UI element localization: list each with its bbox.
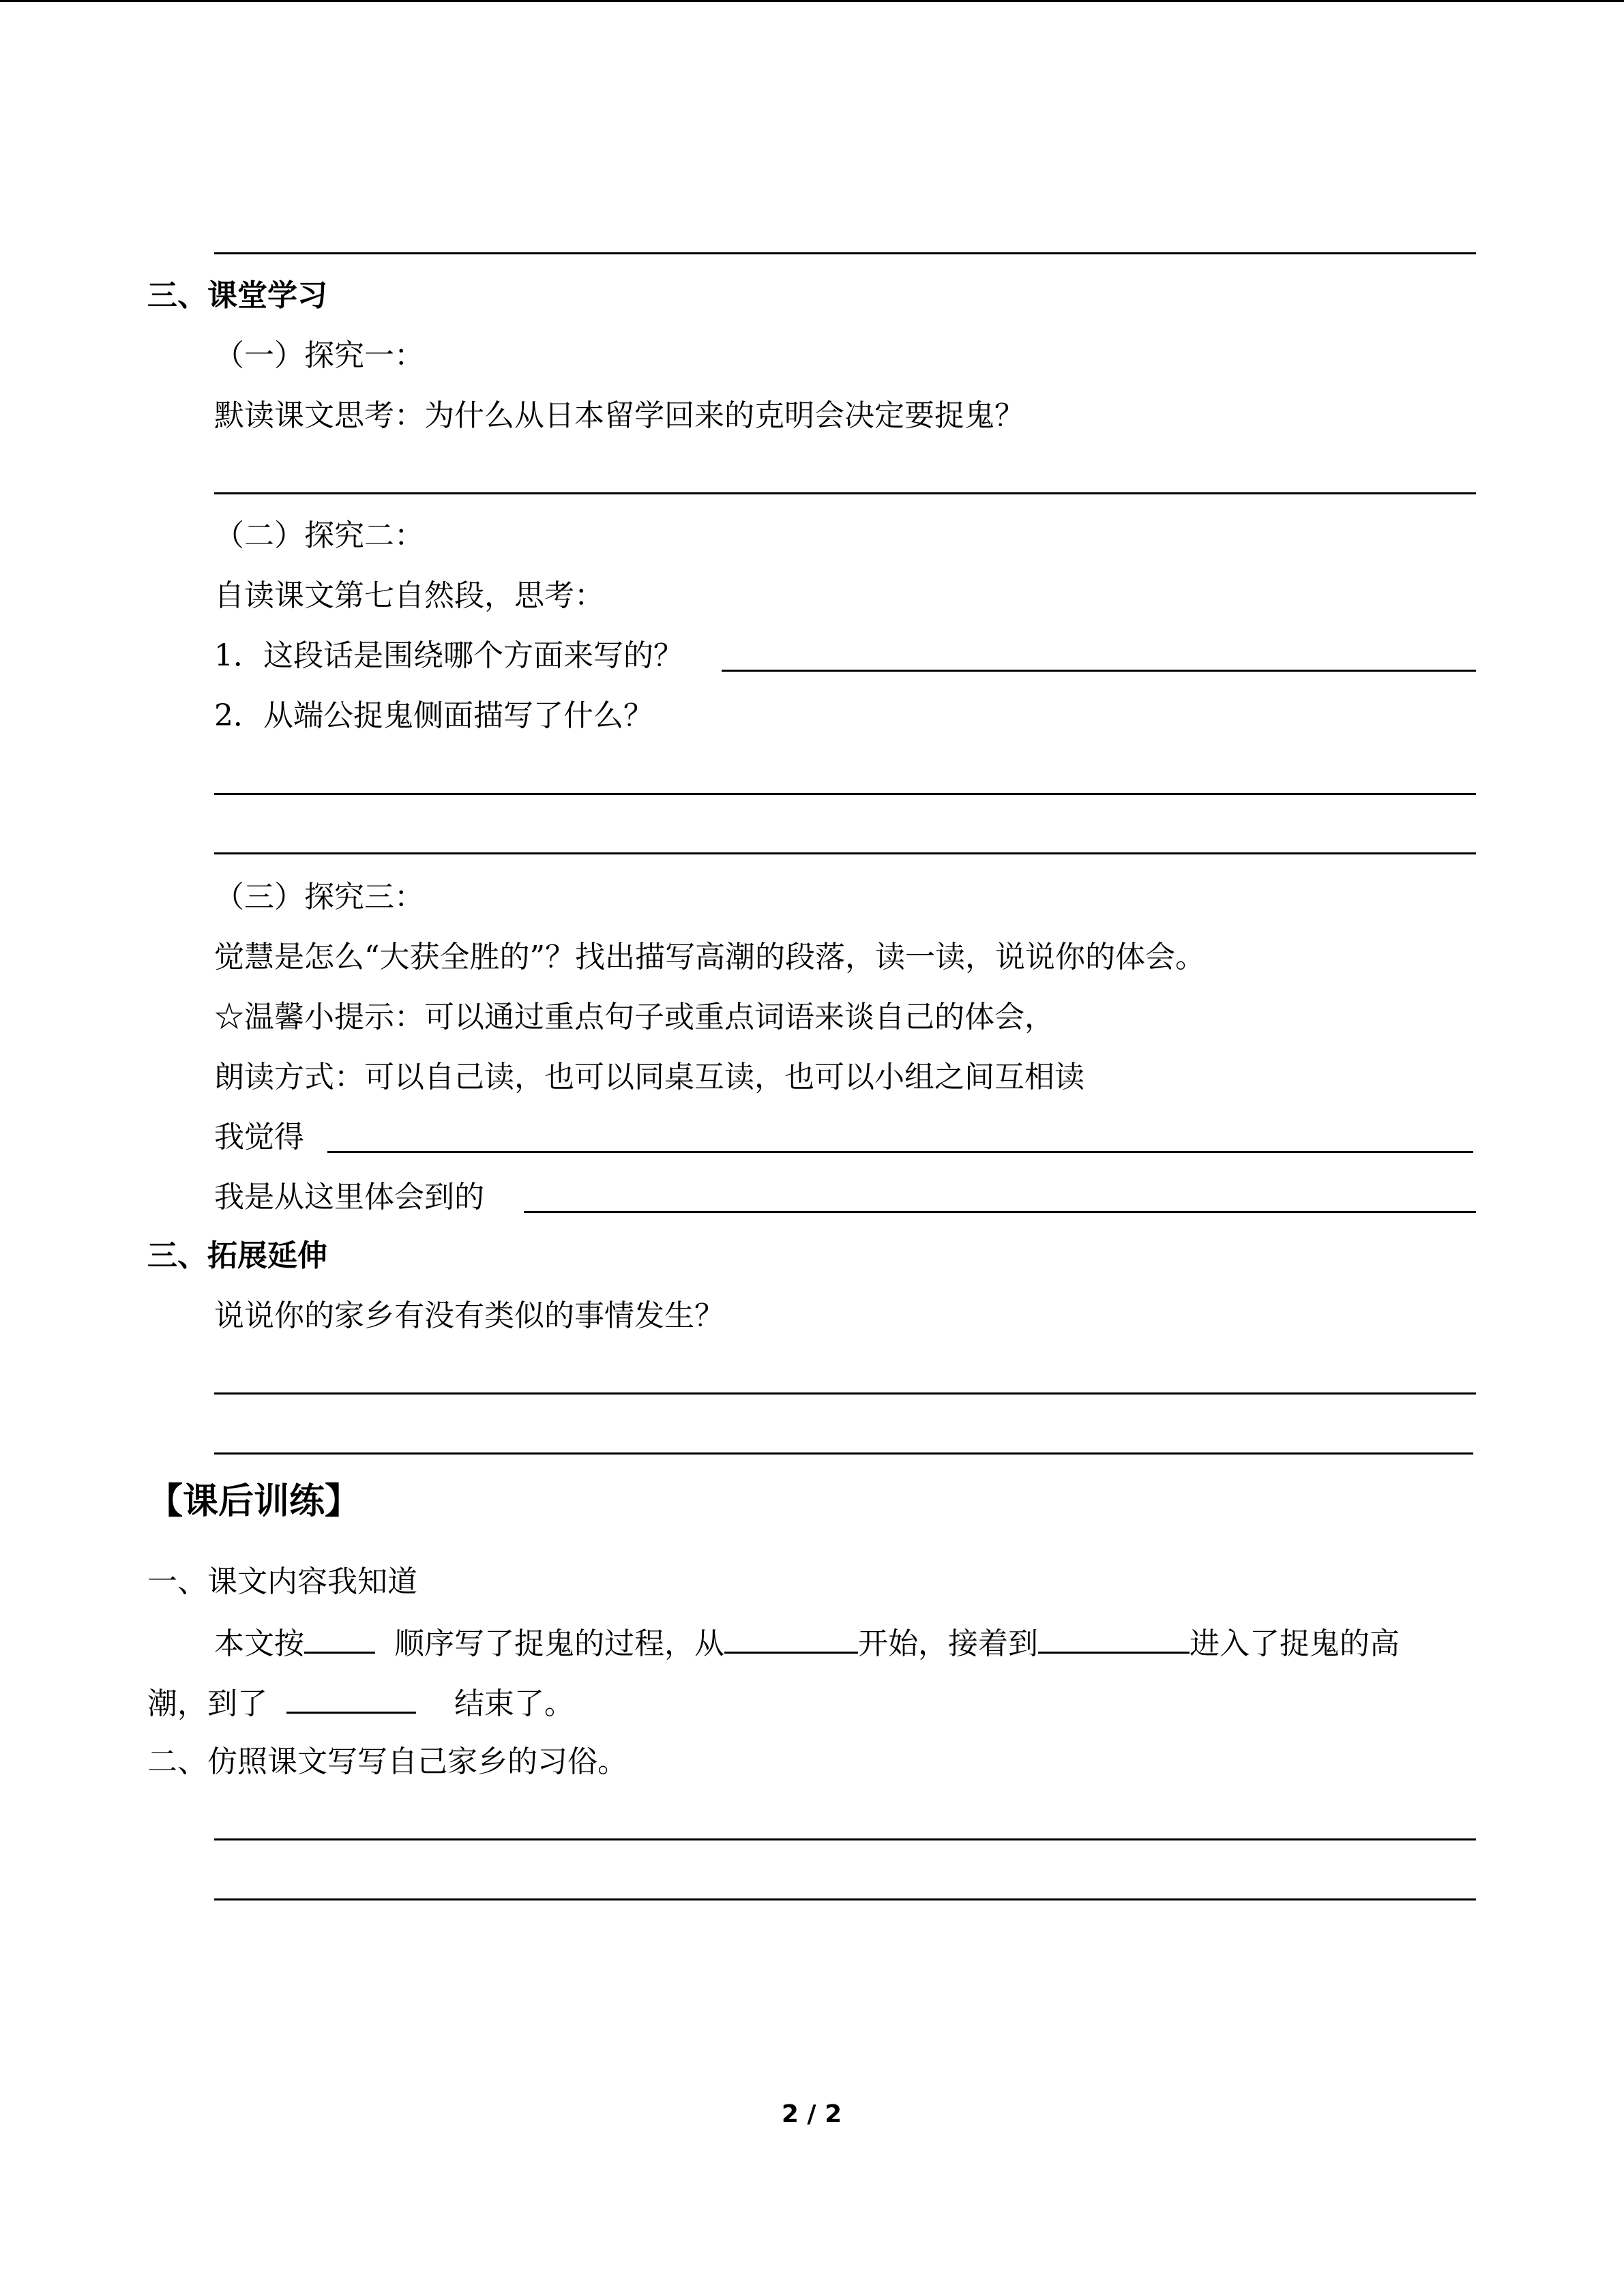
explore3-i-feel: 我觉得 — [214, 1120, 304, 1154]
answer-line — [214, 1452, 1473, 1455]
answer-line — [214, 492, 1476, 494]
fill-blank[interactable] — [304, 1622, 375, 1654]
sentence-segment: 潮，到了 — [147, 1686, 267, 1721]
answer-line — [722, 670, 1476, 672]
explore2-instruction: 自读课文第七自然段，思考： — [214, 578, 604, 613]
explore3-reading-method: 朗读方式：可以自己读，也可以同桌互读，也可以小组之间互相读 — [214, 1060, 1084, 1094]
after-class-title: 【课后训练】 — [147, 1480, 361, 1522]
explore1-label: （一）探究一： — [214, 338, 424, 373]
after-class-q1-heading: 一、课文内容我知道 — [147, 1564, 417, 1599]
answer-line — [214, 793, 1476, 795]
fill-blank[interactable] — [724, 1622, 858, 1654]
sentence-segment: 开始，接着到 — [857, 1626, 1038, 1661]
page-number: 2 / 2 — [781, 2100, 842, 2128]
explore2-question-1: 1．这段话是围绕哪个方面来写的？ — [214, 638, 683, 673]
sentence-segment: 本文按 — [214, 1626, 304, 1661]
page-top-border — [0, 0, 1624, 2]
explore3-tip: ☆温馨小提示：可以通过重点句子或重点词语来谈自己的体会， — [214, 1000, 1054, 1034]
sentence-segment: 进入了捉鬼的高 — [1189, 1626, 1400, 1661]
answer-line — [214, 1392, 1476, 1395]
fill-blank[interactable] — [1038, 1622, 1190, 1654]
answer-line — [214, 1898, 1476, 1900]
answer-line — [214, 252, 1476, 254]
explore1-question: 默读课文思考：为什么从日本留学回来的克明会决定要捉鬼？ — [214, 398, 1024, 433]
section-heading-extend: 三、拓展延伸 — [147, 1238, 327, 1273]
fill-blank-sentence-line1 — [214, 1622, 1400, 1665]
explore3-label: （三）探究三： — [214, 880, 424, 914]
fill-blank-sentence-line2 — [147, 1682, 574, 1725]
section-heading-classroom: 三、课堂学习 — [147, 278, 327, 313]
explore3-question: 觉慧是怎么“大获全胜的”？找出描写高潮的段落，读一读，说说你的体会。 — [214, 940, 1205, 974]
extend-question: 说说你的家乡有没有类似的事情发生？ — [214, 1298, 724, 1333]
answer-line — [214, 852, 1476, 854]
after-class-q2-heading: 二、仿照课文写写自己家乡的习俗。 — [147, 1744, 628, 1779]
sentence-segment: 顺序写了捉鬼的过程，从 — [394, 1626, 724, 1661]
explore2-label: （二）探究二： — [214, 518, 424, 553]
sentence-segment: 结束了。 — [454, 1686, 574, 1721]
fill-blank[interactable] — [286, 1682, 416, 1714]
answer-line — [524, 1211, 1476, 1213]
explore2-question-2: 2．从端公捉鬼侧面描写了什么？ — [214, 698, 653, 733]
answer-line — [327, 1151, 1473, 1153]
explore3-i-learned-from: 我是从这里体会到的 — [214, 1180, 484, 1214]
answer-line — [214, 1838, 1476, 1840]
